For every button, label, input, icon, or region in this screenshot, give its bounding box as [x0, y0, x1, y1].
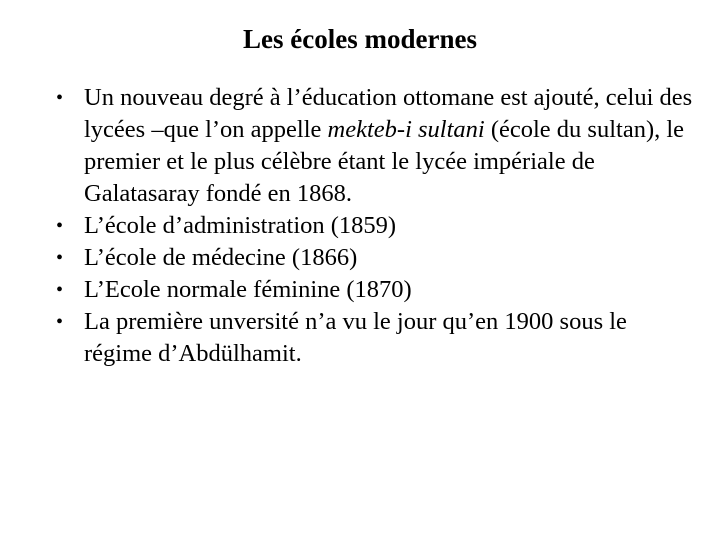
list-item-text: L’école de médecine (1866) — [84, 244, 358, 271]
list-item-text-end: (école du sultan), le premier et le plus célèbre étant le lycée impériale de Galatasaray fondé en 1868. — [84, 116, 685, 207]
list-item — [56, 242, 696, 274]
bullet-icon: • — [56, 215, 64, 237]
list-item — [56, 306, 696, 370]
list-item — [56, 274, 696, 306]
list-item-text: La première unversité n’a vu le jour qu’en 1900 sous le régime d’Abdülhamit. — [84, 308, 627, 367]
list-item — [56, 82, 696, 210]
list-item-text-start: Un nouveau degré à l’éducation ottomane est ajouté, celui des lycées –que l’on appelle — [84, 84, 693, 143]
slide-title: Les écoles modernes — [243, 24, 477, 54]
list-item-text: L’école d’administration (1859) — [84, 212, 397, 239]
list-item — [56, 210, 696, 242]
bullet-icon: • — [56, 247, 64, 269]
bullet-icon: • — [56, 87, 64, 109]
list-item-text: L’Ecole normale féminine (1870) — [84, 276, 412, 303]
list-item-text-italic: mekteb-i sultani — [327, 116, 485, 143]
bullet-icon: • — [56, 311, 64, 333]
list-item-text — [84, 84, 692, 207]
bullet-list — [56, 82, 696, 370]
bullet-icon: • — [56, 279, 64, 301]
